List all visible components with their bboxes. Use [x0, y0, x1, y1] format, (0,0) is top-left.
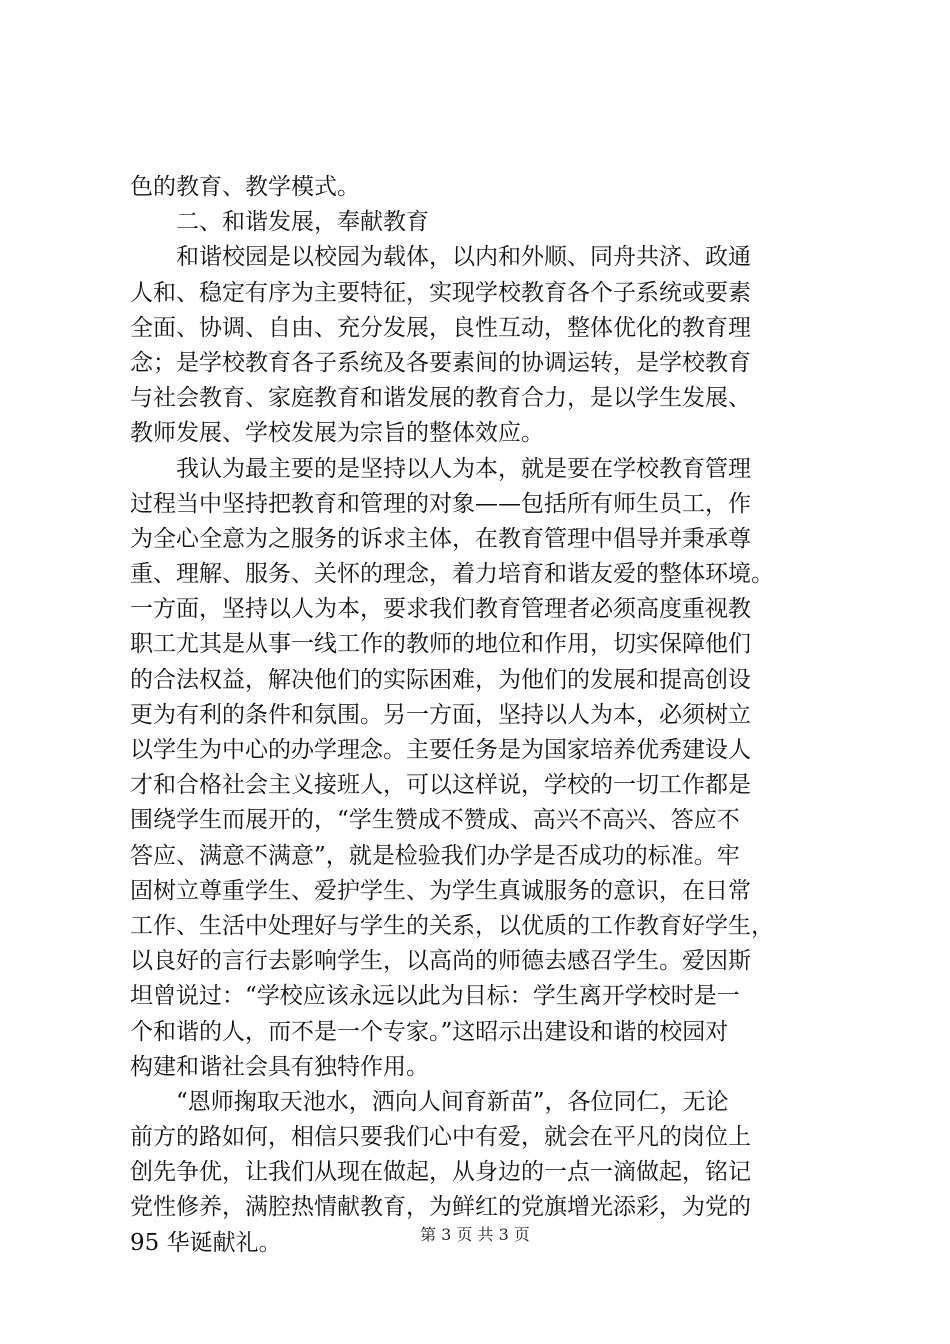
text-line: 职工尤其是从事一线工作的教师的地位和作用，切实保障他们: [130, 631, 751, 658]
page-footer: 第 3 页 共 3 页: [420, 1225, 530, 1244]
text-line: “恩师掬取天池水，洒向人间育新苗”，各位同仁，无论: [176, 1088, 729, 1115]
text-line: 围绕学生而展开的，“学生赞成不赞成、高兴不高兴、答应不: [130, 807, 740, 834]
text-line: 过程当中坚持把教育和管理的对象——包括所有师生员工，作: [130, 490, 751, 517]
text-line: 前方的路如何，相信只要我们心中有爱，就会在平凡的岗位上: [130, 1124, 751, 1151]
text-line: 构建和谐社会具有独特作用。: [130, 1053, 429, 1080]
text-line: 以学生为中心的办学理念。主要任务是为国家培养优秀建设人: [130, 737, 751, 763]
text-line: 教师发展、学校发展为宗旨的整体效应。: [130, 420, 544, 447]
text-line: 色的教育、教学模式。: [130, 174, 360, 200]
text-line: 人和、稳定有序为主要特征，实现学校教育各个子系统或要素: [130, 279, 751, 306]
text-line: 以良好的言行去影响学生，以高尚的师德去感召学生。爱因斯: [130, 948, 751, 975]
text-line: 与社会教育、家庭教育和谐发展的教育合力，是以学生发展、: [130, 385, 751, 412]
text-line: 一方面，坚持以人为本，要求我们教育管理者必须高度重视教: [130, 596, 751, 623]
text-line: 工作、生活中处理好与学生的关系，以优质的工作教育好学生，: [130, 912, 774, 939]
text-line: 创先争优，让我们从现在做起，从身边的一点一滴做起，铭记: [130, 1159, 751, 1186]
text-line: 为全心全意为之服务的诉求主体，在教育管理中倡导并秉承尊: [130, 525, 751, 552]
text-line: 二、和谐发展，奉献教育: [176, 209, 429, 236]
document-body: [130, 170, 830, 1261]
text-line: 95 华诞献礼。: [130, 1229, 282, 1256]
text-line: 固树立尊重学生、爱护学生、为学生真诚服务的意识，在日常: [130, 877, 751, 904]
text-line: 的合法权益，解决他们的实际困难，为他们的发展和提高创设: [130, 666, 751, 693]
text-line: 念；是学校教育各子系统及各要素间的协调运转，是学校教育: [130, 349, 751, 376]
text-line: 个和谐的人，而不是一个专家。”这昭示出建设和谐的校园对: [130, 1018, 729, 1045]
text-line: 全面、协调、自由、充分发展，良性互动，整体优化的教育理: [130, 314, 751, 341]
text-line: 党性修养，满腔热情献教育，为鲜红的党旗增光添彩，为党的: [130, 1194, 751, 1221]
text-line: 更为有利的条件和氛围。另一方面，坚持以人为本，必须树立: [130, 701, 751, 728]
text-line: 我认为最主要的是坚持以人为本，就是要在学校教育管理: [176, 455, 751, 482]
text-line: 坦曾说过：“学校应该永远以此为目标：学生离开学校时是一: [130, 983, 740, 1010]
text-line: 才和合格社会主义接班人，可以这样说，学校的一切工作都是: [130, 772, 751, 799]
text-line: 答应、满意不满意”，就是检验我们办学是否成功的标准。牢: [130, 842, 740, 869]
text-line: 和谐校园是以校园为载体，以内和外顺、同舟共济、政通: [176, 244, 751, 271]
text-line: 重、理解、服务、关怀的理念，着力培育和谐友爱的整体环境。: [130, 561, 774, 588]
